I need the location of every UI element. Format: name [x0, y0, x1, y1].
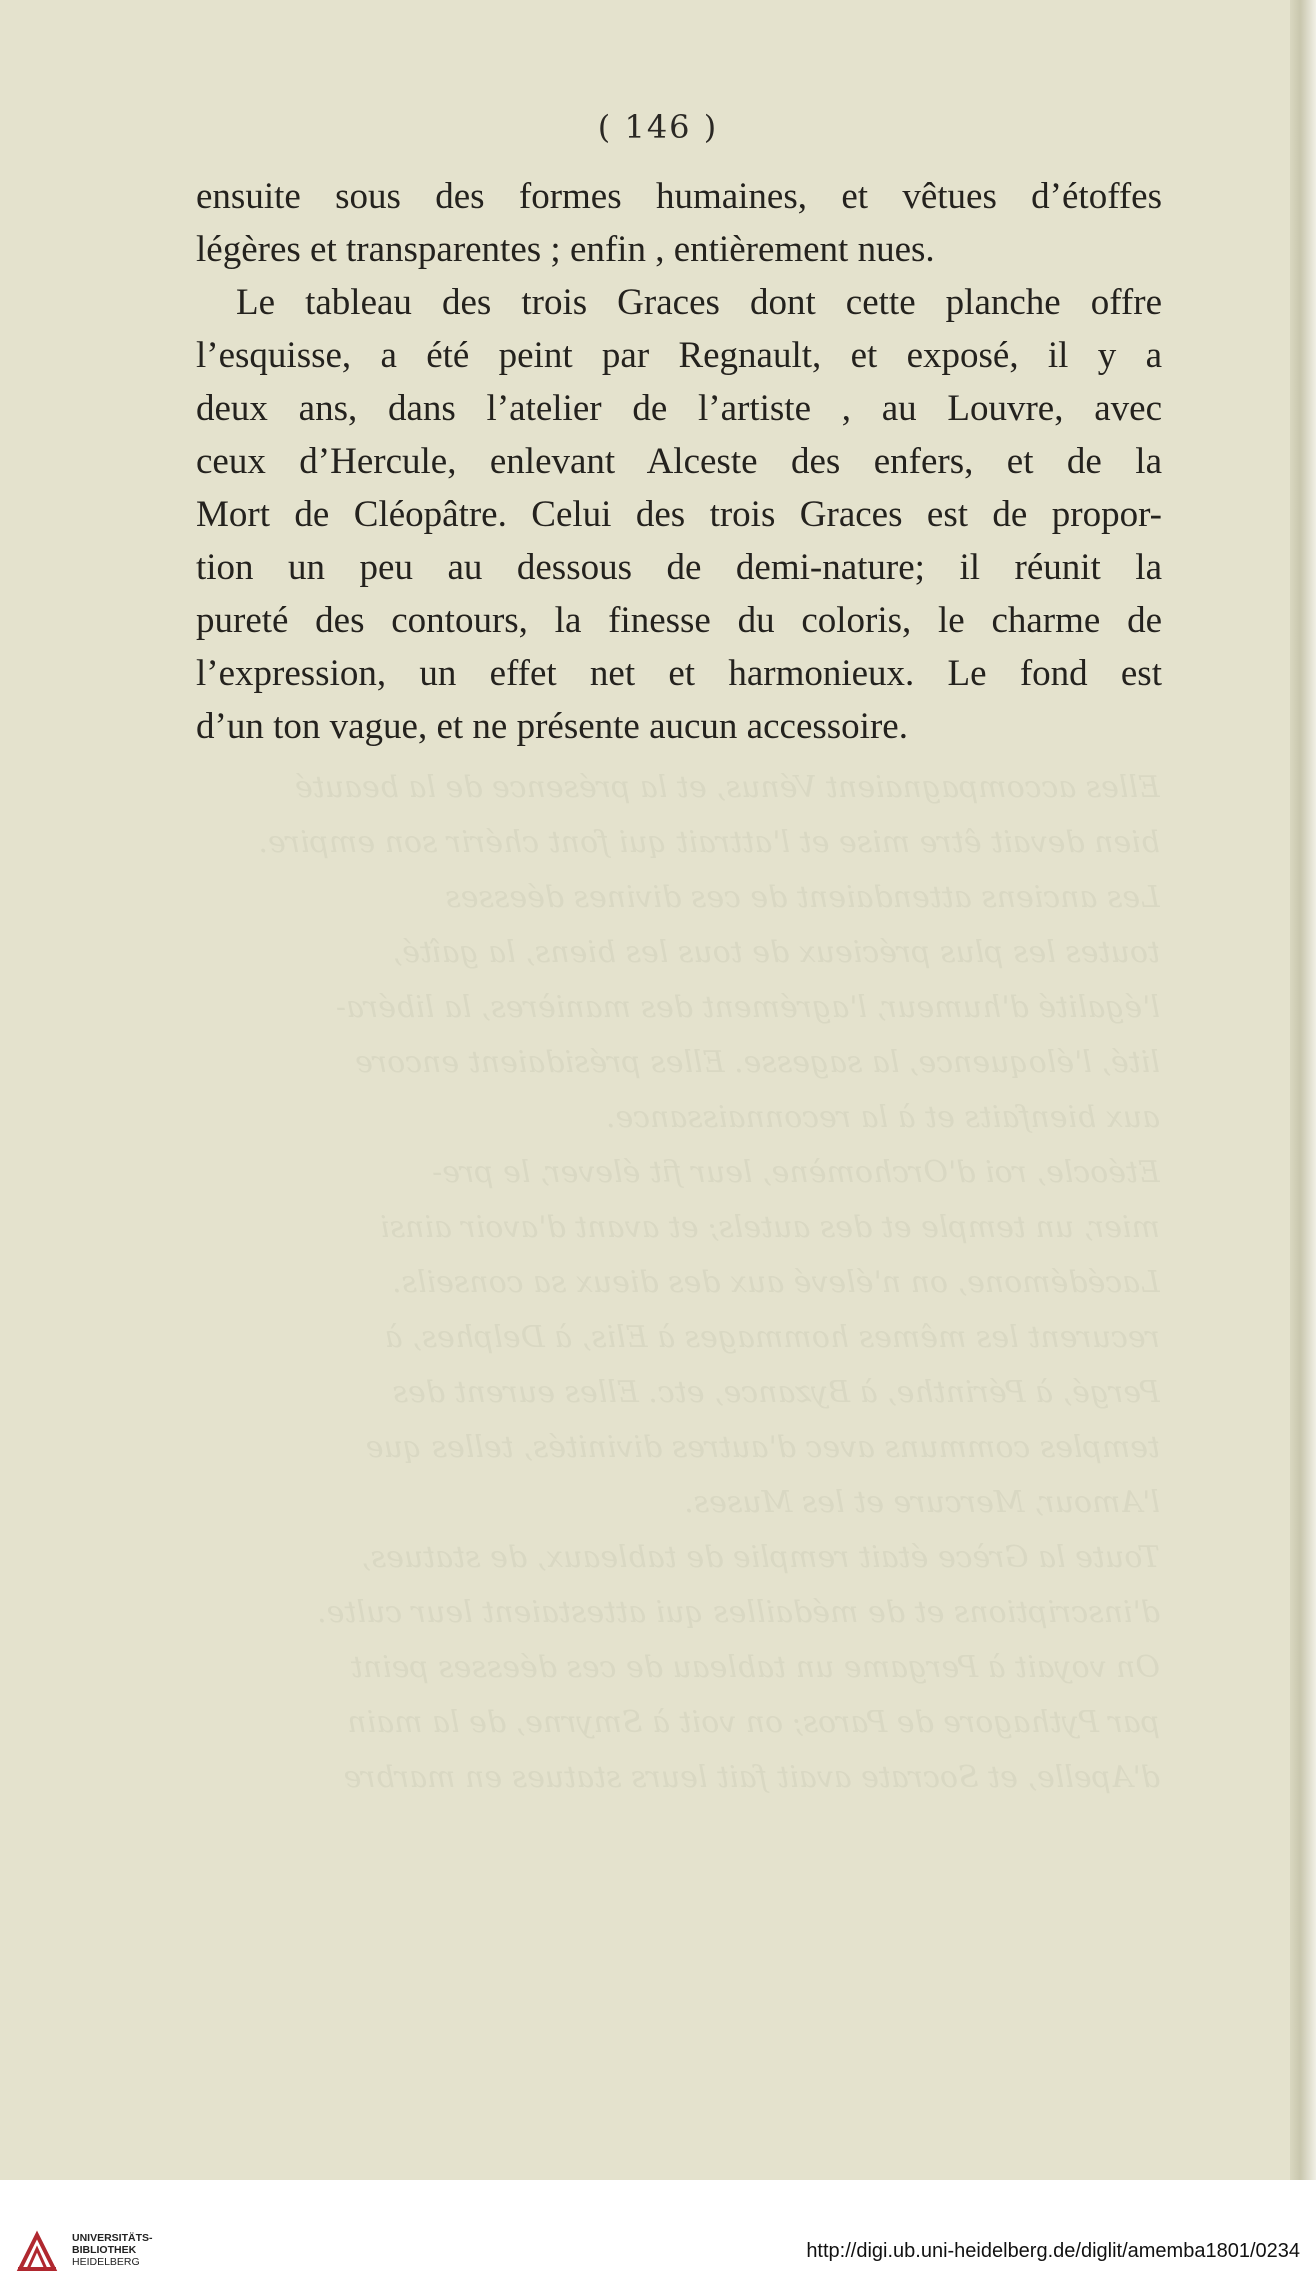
- university-seal-icon: [14, 2229, 60, 2275]
- source-url-link[interactable]: http://digi.ub.uni-heidelberg.de/diglit/amemba1801/0234: [806, 2240, 1300, 2262]
- text-line: ensuite sous des formes humaines, et vêtues d’étoffes: [196, 176, 1162, 217]
- library-name: [72, 2232, 153, 2268]
- text-line: Mort de Cléopâtre. Celui des trois Graces est de propor-: [196, 494, 1162, 535]
- text-line: l’expression, un effet net et harmonieux. Le fond est: [196, 653, 1162, 694]
- page-edge-shadow: [1290, 0, 1316, 2180]
- library-name-line: BIBLIOTHEK: [72, 2244, 137, 2256]
- text-line: tion un peu au dessous de demi-nature; il réunit la: [196, 547, 1162, 588]
- text-line: légères et transparentes ; enfin , entièrement nues.: [196, 229, 935, 270]
- text-line: ceux d’Hercule, enlevant Alceste des enfers, et de la: [196, 441, 1162, 482]
- footer-bar: [0, 2180, 1316, 2289]
- page-number: ( 146 ): [597, 108, 719, 146]
- text-line: d’un ton vague, et ne présente aucun accessoire.: [196, 706, 908, 747]
- bleed-through-texture: Elles accompagnaient Vénus, et la présence de la beauté bien devait être mise et l'attrait qui font chérir son empire. Les anciens attendaient de ces divines déesses toutes les plus précieux de tous les biens, la gaîté, l'égalité d'humeur, l'agrément des manières, la libéra- lité, l'éloquence, la sagesse. Elles présidaient encore aux bienfaits et à la reconnaissance. Etéocle, roi d'Orchomène, leur fit élever, le pre- mier, un temple et des autels; et avant d'avoir ainsi Lacédémone, on n'élevé aux des dieux sa conseils. recurent les mêmes hommages à Elis, à Delphes, à Pergé, à Périnthe, à Byzance, etc. Elles eurent des temples communs avec d'autres divinités, telles que l'Amour, Mercure et les Muses. Toute la Grèce était remplie de tableaux, de statues, d'inscriptions et de médailles qui attestaient leur culte. On voyait à Pergame un tableau de ces déesses peint par Pythagore de Paros; on voit à Smyrne, de la main d'Apelle, et Socrate avait fait leurs statues en marbre: [258, 770, 1160, 1795]
- library-name-line: UNIVERSITÄTS-: [72, 2232, 153, 2244]
- text-line: pureté des contours, la finesse du coloris, le charme de: [196, 600, 1162, 641]
- library-name-line: HEIDELBERG: [72, 2256, 140, 2268]
- body-text: [196, 170, 1162, 753]
- text-line: deux ans, dans l’atelier de l’artiste , au Louvre, avec: [196, 388, 1162, 429]
- text-line: Le tableau des trois Graces dont cette planche offre: [236, 282, 1162, 323]
- text-line: l’esquisse, a été peint par Regnault, et exposé, il y a: [196, 335, 1162, 376]
